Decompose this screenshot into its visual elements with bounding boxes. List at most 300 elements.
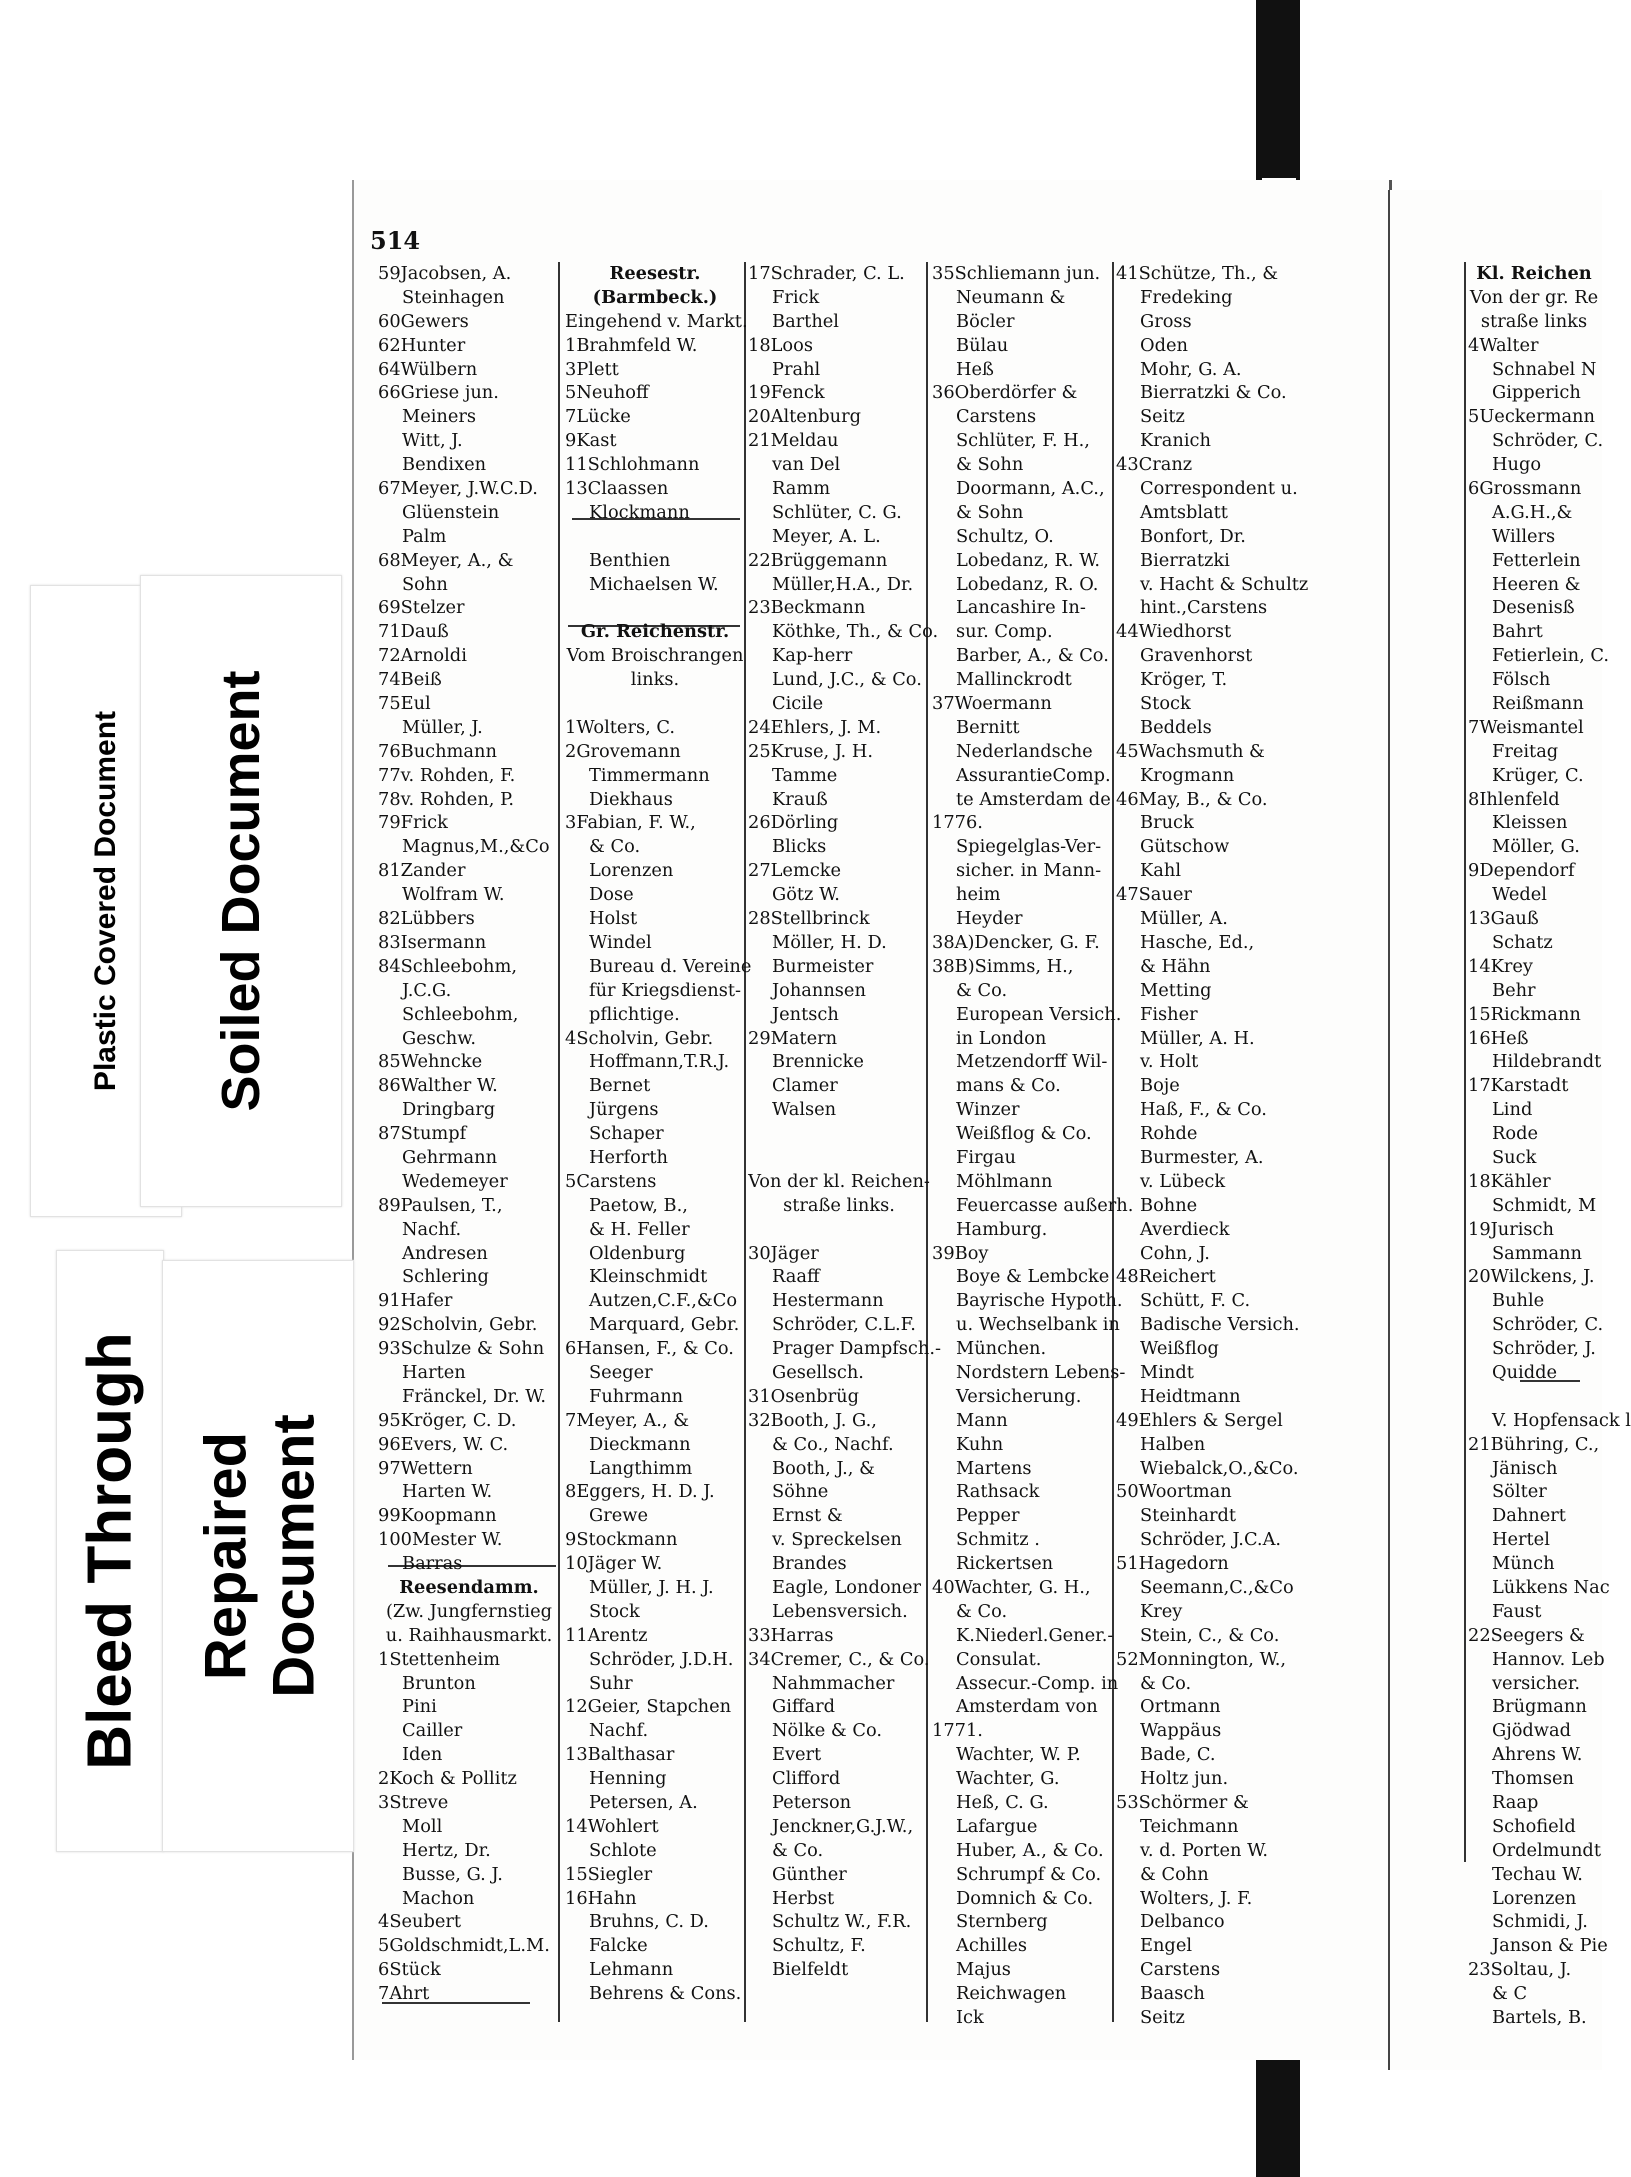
- entry-line: Hoffmann,T.R.J.: [589, 1051, 730, 1073]
- entry-line: Neumann &: [956, 286, 1066, 308]
- entry-line: Lebensversich.: [772, 1600, 908, 1622]
- entry-line: & Cohn: [1140, 1863, 1209, 1885]
- entry-line: Rohde: [1140, 1123, 1198, 1145]
- entry-line: Geschw.: [402, 1027, 477, 1049]
- entry-line: 100Mester W.: [378, 1529, 503, 1551]
- entry-line: Gr. Reichenstr.: [580, 621, 730, 643]
- entry-line: & Co.: [956, 1600, 1008, 1622]
- entry-line: Schleebohm,: [402, 1003, 519, 1025]
- entry-line: 6Grossmann: [1468, 478, 1582, 500]
- entry-line: Marquard, Gebr.: [589, 1314, 740, 1336]
- entry-line: Mann: [956, 1409, 1008, 1431]
- entry-line: 27Lemcke: [748, 860, 842, 882]
- entry-line: Kröger, T.: [1140, 669, 1228, 691]
- entry-line: Nederlandsche: [956, 740, 1093, 762]
- entry-line: Schröder, J.: [1492, 1338, 1596, 1360]
- entry-line: Bahrt: [1492, 621, 1543, 643]
- entry-line: 66Griese jun.: [378, 382, 499, 404]
- entry-line: 20Altenburg: [748, 406, 861, 428]
- entry-line: Lancashire In-: [956, 597, 1086, 619]
- entry-line: Correspondent u.: [1140, 478, 1298, 500]
- entry-line: Willers: [1492, 525, 1556, 547]
- entry-line: Johannsen: [772, 979, 866, 1001]
- entry-line: 13Gauß: [1468, 908, 1539, 930]
- entry-line: Jänisch: [1492, 1457, 1558, 1479]
- entry-line: 60Gewers: [378, 310, 469, 332]
- entry-line: Andresen: [402, 1242, 488, 1264]
- entry-line: 47Sauer: [1116, 884, 1192, 906]
- entry-line: Desenisß: [1492, 597, 1575, 619]
- entry-line: 1776.: [932, 812, 983, 834]
- entry-line: Schrumpf & Co.: [956, 1863, 1102, 1885]
- entry-line: Spiegelglas-Ver-: [956, 836, 1102, 858]
- entry-line: Blicks: [772, 836, 827, 858]
- entry-line: & H. Feller: [589, 1218, 690, 1240]
- entry-line: [565, 596, 745, 620]
- entry-line: Lund, J.C., & Co.: [772, 669, 922, 691]
- entry-line: 4Seubert: [378, 1911, 462, 1933]
- entry-line: 28Stellbrinck: [748, 908, 870, 930]
- entry-line: Harten: [402, 1361, 466, 1383]
- entry-line: Dieckmann: [589, 1433, 691, 1455]
- entry-line: Reesendamm.: [399, 1576, 539, 1598]
- entry-line: Jenckner,G.J.W.,: [772, 1815, 914, 1837]
- entry-line: Schofield: [1492, 1815, 1576, 1837]
- entry-line: Gesellsch.: [772, 1361, 864, 1383]
- entry-line: Metzendorff Wil-: [956, 1051, 1108, 1073]
- entry-line: Petersen, A.: [589, 1792, 698, 1813]
- entry-line: Köthke, Th., & Co.: [772, 621, 939, 643]
- entry-line: Glüenstein: [402, 501, 500, 523]
- entry-line: 35Schliemann jun.: [932, 263, 1101, 284]
- entry-line: Heß, C. G.: [956, 1792, 1049, 1813]
- entry-line: Ernst &: [772, 1505, 843, 1527]
- entry-line: Ortmann: [1140, 1696, 1221, 1718]
- entry-line: Tamme: [772, 764, 838, 786]
- entry-line: 3Streve: [378, 1792, 449, 1813]
- entry-line: Vom Broischrangen: [566, 645, 744, 667]
- entry-line: Weißflog: [1140, 1338, 1219, 1360]
- entry-line: Brennicke: [772, 1051, 864, 1073]
- entry-line: 2Koch & Pollitz: [378, 1768, 517, 1790]
- entry-line: Schröder, J.D.H.: [589, 1648, 734, 1670]
- entry-line: 71Dauß: [378, 621, 449, 643]
- entry-line: 64Wülbern: [378, 358, 478, 380]
- entry-line: 84Schleebohm,: [378, 955, 518, 977]
- entry-line: van Del: [772, 454, 841, 476]
- entry-line: Lorenzen: [1492, 1887, 1577, 1909]
- entry-line: & Co.: [772, 1839, 824, 1861]
- entry-line: (Zw. Jungfernstieg: [385, 1600, 553, 1622]
- entry-line: Wedel: [1492, 884, 1547, 906]
- entry-line: Schultz, F.: [772, 1935, 866, 1957]
- entry-line: Thomsen: [1492, 1768, 1574, 1790]
- entry-line: Martens: [956, 1457, 1032, 1479]
- entry-line: Bohne: [1140, 1194, 1198, 1216]
- entry-line: & Co.: [589, 836, 641, 858]
- entry-line: in London: [956, 1027, 1047, 1049]
- entry-line: 7Ahrt: [378, 1983, 430, 2005]
- entry-line: Windel: [589, 931, 652, 953]
- entry-line: Schlüter, F. H.,: [956, 430, 1090, 452]
- entry-line: Walsen: [772, 1099, 837, 1121]
- entry-line: Consulat.: [956, 1648, 1042, 1670]
- entry-line: Schlüter, C. G.: [772, 501, 902, 523]
- entry-line: Gross: [1140, 310, 1192, 332]
- entry-line: 79Frick: [378, 812, 448, 834]
- document-text: Document: [261, 1414, 327, 1698]
- entry-line: Reesestr.: [609, 263, 701, 284]
- entry-line: Bierratzki & Co.: [1140, 382, 1287, 404]
- entry-line: 2Grovemann: [565, 740, 681, 762]
- entry-line: Schröder, J.C.A.: [1140, 1529, 1282, 1551]
- entry-line: Seeger: [589, 1361, 653, 1383]
- entry-line: 24Ehlers, J. M.: [748, 716, 882, 738]
- entry-line: 59Jacobsen, A.: [378, 263, 512, 284]
- repaired-document-label: [162, 1260, 354, 1852]
- entry-line: 72Arnoldi: [378, 645, 467, 667]
- entry-line: Fuhrmann: [589, 1385, 684, 1407]
- entry-line: Seitz: [1140, 2007, 1185, 2029]
- entry-line: 74Beiß: [378, 669, 442, 691]
- entry-line: 10Jäger W.: [565, 1553, 663, 1575]
- entry-line: Averdieck: [1140, 1218, 1230, 1240]
- entry-line: Jentsch: [772, 1003, 839, 1025]
- directory-column-5: [1116, 262, 1309, 2030]
- entry-line: Krauß: [772, 788, 828, 810]
- entry-line: u. Wechselbank in: [956, 1314, 1120, 1336]
- entry-line: Gravenhorst: [1140, 645, 1253, 667]
- entry-line: Pepper: [956, 1505, 1020, 1527]
- entry-line: 6Stück: [378, 1959, 441, 1981]
- entry-line: 37Woermann: [932, 693, 1052, 715]
- entry-line: 5Ueckermann: [1468, 406, 1595, 428]
- entry-line: 93Schulze & Sohn: [378, 1338, 545, 1360]
- entry-line: Söhne: [772, 1481, 829, 1503]
- entry-line: Ramm: [772, 478, 831, 500]
- entry-line: Schatz: [1492, 931, 1553, 953]
- entry-line: Schultz, O.: [956, 525, 1054, 547]
- entry-line: Henning: [589, 1768, 667, 1790]
- entry-line: Sammann: [1492, 1242, 1583, 1264]
- entry-line: 14Wohlert: [565, 1815, 659, 1837]
- entry-line: Schultz W., F.R.: [772, 1911, 912, 1933]
- entry-line: Boje: [1140, 1075, 1180, 1097]
- entry-line: Heeren &: [1492, 573, 1581, 595]
- entry-line: Carstens: [956, 406, 1037, 428]
- entry-line: u. Raihhausmarkt.: [385, 1624, 553, 1646]
- entry-line: Frick: [772, 286, 820, 308]
- entry-line: Schmidt, M: [1492, 1194, 1597, 1216]
- entry-line: 17Karstadt: [1468, 1075, 1569, 1097]
- entry-line: 1771.: [932, 1720, 983, 1742]
- entry-line: Müller, J. H. J.: [589, 1576, 714, 1598]
- entry-line: 23Beckmann: [748, 597, 866, 619]
- entry-line: Von der gr. Re: [1469, 286, 1599, 308]
- entry-line: Seitz: [1140, 406, 1185, 428]
- entry-line: 11Arentz: [565, 1624, 648, 1646]
- entry-line: A.G.H.,&: [1492, 501, 1573, 523]
- entry-line: Hildebrandt: [1492, 1051, 1602, 1073]
- entry-line: 48Reichert: [1116, 1266, 1216, 1288]
- entry-line: Brunton: [402, 1672, 476, 1694]
- entry-line: Schmitz .: [956, 1529, 1040, 1551]
- entry-line: Janson & Pie: [1492, 1935, 1608, 1957]
- entry-line: Clamer: [772, 1075, 838, 1097]
- entry-line: Schütt, F. C.: [1140, 1290, 1251, 1312]
- entry-line: Freitag: [1492, 740, 1559, 762]
- entry-line: Nordstern Lebens-: [956, 1361, 1126, 1383]
- entry-line: Kleinschmidt: [589, 1266, 708, 1288]
- entry-line: & Co., Nachf.: [772, 1433, 894, 1455]
- entry-line: Bülau: [956, 334, 1009, 356]
- bleed-through-text: Bleed Through: [75, 1332, 145, 1770]
- entry-line: Oden: [1140, 334, 1188, 356]
- entry-line: Nachf.: [589, 1720, 649, 1742]
- soiled-document-text: Soiled Document: [211, 670, 271, 1112]
- entry-line: Herbst: [772, 1887, 835, 1909]
- entry-line: Mindt: [1140, 1361, 1194, 1383]
- entry-line: Assecur.-Comp. in: [956, 1672, 1119, 1694]
- entry-line: Eingehend v. Markt.: [565, 310, 748, 332]
- entry-line: 92Scholvin, Gebr.: [378, 1314, 538, 1336]
- entry-line: Kahl: [1140, 860, 1182, 882]
- entry-line: Ordelmundt: [1492, 1839, 1601, 1861]
- entry-line: Busse, G. J.: [402, 1863, 503, 1885]
- entry-line: mans & Co.: [956, 1075, 1061, 1097]
- entry-line: Schröder, C.: [1492, 430, 1604, 452]
- entry-line: K.Niederl.Gener.-: [956, 1624, 1114, 1646]
- entry-line: 5Goldschmidt,L.M.: [378, 1935, 550, 1957]
- entry-line: 38A)Dencker, G. F.: [932, 931, 1100, 953]
- entry-line: Autzen,C.F.,&Co: [589, 1290, 738, 1312]
- entry-line: & C: [1492, 1983, 1528, 2005]
- entry-line: Barras: [402, 1553, 463, 1575]
- entry-line: Prahl: [772, 358, 821, 380]
- entry-line: Giffard: [772, 1696, 836, 1718]
- entry-line: Stein, C., & Co.: [1140, 1624, 1280, 1646]
- entry-line: Schröder, C.L.F.: [772, 1314, 916, 1336]
- entry-line: Suhr: [589, 1672, 633, 1694]
- directory-column-1: [378, 262, 560, 2006]
- entry-line: Möhlmann: [956, 1170, 1053, 1192]
- entry-line: 11Schlohmann: [565, 454, 700, 476]
- entry-line: Kap-herr: [772, 645, 853, 667]
- entry-line: Peterson: [772, 1792, 852, 1813]
- entry-line: straße links.: [783, 1194, 895, 1216]
- entry-line: 81Zander: [378, 860, 466, 882]
- entry-line: Hannov. Leb: [1492, 1648, 1605, 1670]
- entry-line: Möller, H. D.: [772, 931, 887, 953]
- entry-line: 95Kröger, C. D.: [378, 1409, 517, 1431]
- entry-line: Wiebalck,O.,&Co.: [1140, 1457, 1299, 1479]
- entry-line: v. d. Porten W.: [1140, 1839, 1268, 1861]
- entry-line: Böcler: [956, 310, 1015, 332]
- entry-line: Seemann,C.,&Co: [1140, 1576, 1294, 1598]
- entry-line: heim: [956, 884, 1001, 906]
- entry-line: Schmidi, J.: [1492, 1911, 1588, 1933]
- entry-line: Falcke: [589, 1935, 648, 1957]
- entry-line: Lobedanz, R. O.: [956, 573, 1099, 595]
- entry-line: Müller, J.: [402, 716, 483, 738]
- entry-line: Münch: [1492, 1553, 1555, 1575]
- entry-line: Faust: [1492, 1600, 1542, 1622]
- entry-line: 32Booth, J. G.,: [748, 1409, 877, 1431]
- entry-line: Domnich & Co.: [956, 1887, 1094, 1909]
- entry-line: Sölter: [1492, 1481, 1547, 1503]
- entry-line: 69Stelzer: [378, 597, 465, 619]
- entry-line: Günther: [772, 1863, 847, 1885]
- entry-line: Dahnert: [1492, 1505, 1566, 1527]
- entry-line: Holtz jun.: [1140, 1768, 1229, 1790]
- entry-line: Burmester, A.: [1140, 1146, 1264, 1168]
- entry-line: Boye & Lembcke: [956, 1266, 1110, 1288]
- entry-line: Cailler: [402, 1720, 463, 1742]
- entry-line: Heyder: [956, 908, 1023, 930]
- entry-line: Langthimm: [589, 1457, 693, 1479]
- entry-line: Behrens & Cons.: [589, 1983, 742, 2005]
- entry-line: Lorenzen: [589, 860, 674, 882]
- entry-line: Amtsblatt: [1140, 501, 1228, 523]
- entry-line: 26Dörling: [748, 812, 839, 834]
- entry-line: 78v. Rohden, P.: [378, 788, 515, 810]
- entry-line: 46May, B., & Co.: [1116, 788, 1268, 810]
- entry-line: Kleissen: [1492, 812, 1568, 834]
- entry-line: Gütschow: [1140, 836, 1230, 858]
- entry-line: Benthien: [589, 549, 671, 571]
- entry-line: 7Weismantel: [1468, 716, 1584, 738]
- entry-line: Schnabel N: [1492, 358, 1597, 380]
- entry-line: 45Wachsmuth &: [1116, 740, 1265, 762]
- entry-line: & Sohn: [956, 454, 1024, 476]
- entry-line: 40Wachter, G. H.,: [932, 1576, 1091, 1598]
- entry-line: Burmeister: [772, 955, 874, 977]
- entry-line: Lehmann: [589, 1959, 674, 1981]
- entry-line: Machon: [402, 1887, 475, 1909]
- entry-line: München.: [956, 1338, 1047, 1360]
- directory-column-3: [748, 262, 942, 1982]
- entry-line: Bernitt: [956, 716, 1020, 738]
- entry-line: 99Koopmann: [378, 1505, 497, 1527]
- entry-line: 4Walter: [1468, 334, 1539, 356]
- entry-line: 8Eggers, H. D. J.: [565, 1481, 715, 1503]
- entry-line: Müller, A.: [1140, 908, 1228, 930]
- entry-line: Schaper: [589, 1123, 664, 1145]
- directory-column-4: [932, 262, 1134, 2030]
- entry-line: Achilles: [956, 1935, 1027, 1957]
- entry-line: 18Kähler: [1468, 1170, 1551, 1192]
- page-number: 514: [370, 226, 421, 255]
- entry-line: Fisher: [1140, 1003, 1198, 1025]
- entry-line: Bernet: [589, 1075, 651, 1097]
- entry-line: 13Claassen: [565, 478, 669, 500]
- entry-line: Hamburg.: [956, 1218, 1048, 1240]
- entry-line: Moll: [402, 1815, 443, 1837]
- entry-line: Wappäus: [1140, 1720, 1222, 1742]
- entry-line: Ick: [956, 2007, 984, 2029]
- entry-line: Kuhn: [956, 1433, 1004, 1455]
- entry-line: Fredeking: [1140, 286, 1233, 308]
- entry-line: 21Meldau: [748, 430, 839, 452]
- entry-line: v. Holt: [1140, 1051, 1199, 1073]
- entry-line: & Hähn: [1140, 955, 1211, 977]
- entry-line: Steinhagen: [402, 286, 505, 308]
- entry-line: Haß, F., & Co.: [1140, 1099, 1267, 1121]
- entry-line: 13Balthasar: [565, 1744, 675, 1766]
- entry-line: Raap: [1492, 1792, 1539, 1813]
- entry-line: & Co.: [1140, 1672, 1192, 1694]
- entry-line: Doormann, A.C.,: [956, 478, 1105, 500]
- entry-line: 1Wolters, C.: [565, 716, 675, 738]
- entry-line: Müller, A. H.: [1140, 1027, 1255, 1049]
- entry-line: Suck: [1492, 1146, 1537, 1168]
- entry-line: Prager Dampfsch.-: [772, 1338, 942, 1360]
- entry-line: Dose: [589, 884, 634, 906]
- entry-line: [1468, 1385, 1600, 1409]
- entry-line: Götz W.: [772, 884, 840, 906]
- entry-line: 6Hansen, F., & Co.: [565, 1338, 734, 1360]
- entry-line: Nachf.: [402, 1218, 462, 1240]
- entry-line: Fölsch: [1492, 669, 1551, 691]
- entry-line: V. Hopfensack l: [1492, 1409, 1631, 1431]
- entry-line: 16Heß: [1468, 1027, 1529, 1049]
- entry-line: Meyer, A. L.: [772, 525, 881, 547]
- entry-line: Wolters, J. F.: [1140, 1887, 1253, 1909]
- entry-line: 30Jäger: [748, 1242, 819, 1264]
- entry-line: Weißflog & Co.: [956, 1123, 1092, 1145]
- entry-line: 38B)Simms, H.,: [932, 955, 1074, 977]
- entry-line: 4Scholvin, Gebr.: [565, 1027, 714, 1049]
- entry-line: Müller,H.A., Dr.: [772, 573, 914, 595]
- entry-line: 44Wiedhorst: [1116, 621, 1232, 643]
- entry-line: Krogmann: [1140, 764, 1235, 786]
- repaired-text: Repaired: [193, 1431, 259, 1681]
- entry-line: 16Hahn: [565, 1887, 637, 1909]
- entry-line: Sternberg: [956, 1911, 1048, 1933]
- entry-line: Bonfort, Dr.: [1140, 525, 1246, 547]
- entry-line: Brandes: [772, 1553, 847, 1575]
- entry-line: AssurantieComp.: [956, 764, 1111, 786]
- entry-line: Ahrens W.: [1492, 1744, 1583, 1766]
- entry-line: 21Bühring, C.,: [1468, 1433, 1600, 1455]
- entry-line: & Co.: [956, 979, 1008, 1001]
- entry-line: Amsterdam von: [956, 1696, 1098, 1718]
- entry-line: Bielfeldt: [772, 1959, 849, 1981]
- entry-line: 22Seegers &: [1468, 1624, 1585, 1646]
- entry-line: 77v. Rohden, F.: [378, 764, 516, 786]
- entry-line: Jürgens: [589, 1099, 659, 1121]
- entry-line: 51Hagedorn: [1116, 1553, 1229, 1575]
- entry-line: Versicherung.: [956, 1385, 1082, 1407]
- soiled-document-label: [140, 575, 342, 1207]
- entry-line: 75Eul: [378, 693, 431, 715]
- entry-line: sur. Comp.: [956, 621, 1053, 643]
- entry-line: Heidtmann: [1140, 1385, 1241, 1407]
- entry-line: Lükkens Nac: [1492, 1576, 1610, 1598]
- entry-line: Magnus,M.,&Co: [402, 836, 550, 858]
- entry-line: Cohn, J.: [1140, 1242, 1210, 1264]
- entry-line: Hugo: [1492, 454, 1542, 476]
- entry-line: v. Hacht & Schultz: [1140, 573, 1309, 595]
- entry-line: Kl. Reichen: [1476, 263, 1592, 284]
- entry-line: Rickertsen: [956, 1553, 1054, 1575]
- entry-line: 36Oberdörfer &: [932, 382, 1078, 404]
- entry-line: Wedemeyer: [402, 1170, 508, 1192]
- bleed-through-label: [56, 1250, 164, 1852]
- entry-line: 67Meyer, J.W.C.D.: [378, 478, 538, 500]
- entry-line: Lind: [1492, 1099, 1533, 1121]
- entry-line: Baasch: [1140, 1983, 1205, 2005]
